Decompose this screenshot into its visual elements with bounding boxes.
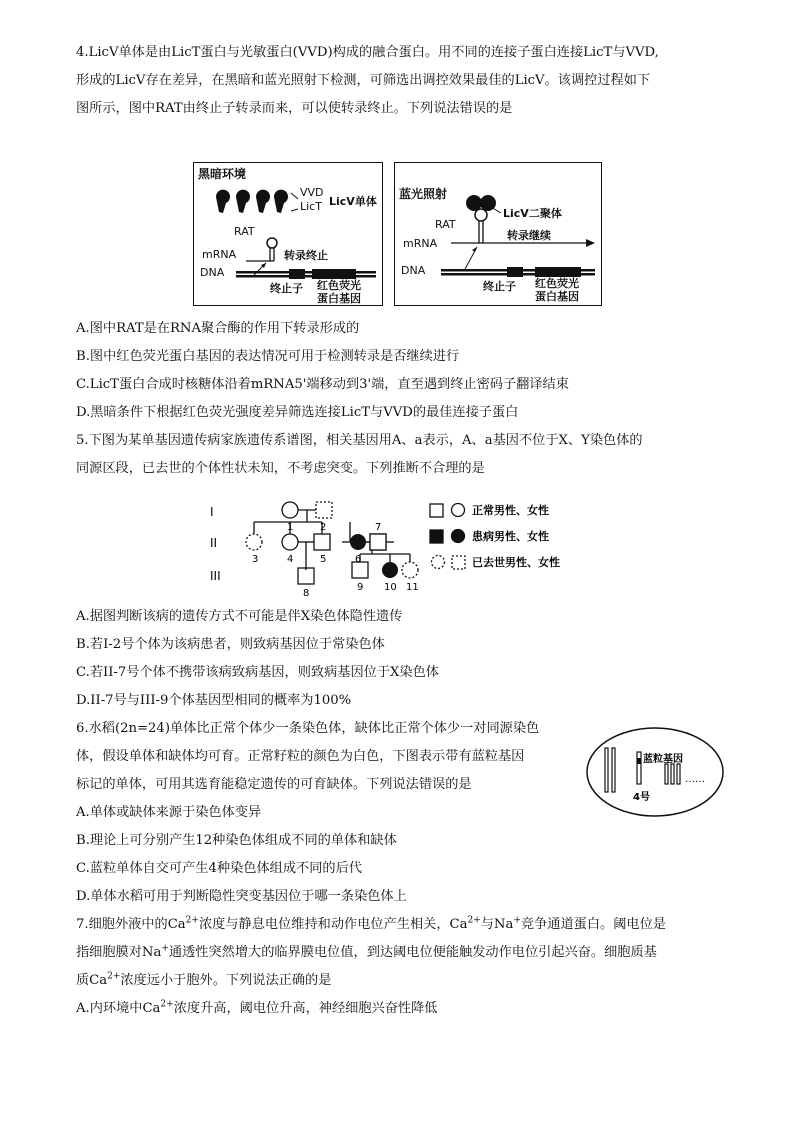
fig-dark-title: 黑暗环境: [198, 167, 247, 181]
q7-optA1: A.内环境中Ca: [76, 1001, 161, 1016]
legend-deceased: 已去世男性、女性: [472, 556, 560, 569]
pedigree-num-3: 3: [252, 554, 259, 565]
label-rfp-gene-2: 蛋白基因: [317, 292, 361, 305]
label-rfp-gene-1: 红色荧光: [317, 279, 361, 292]
pedigree-gen-3: III: [210, 569, 221, 583]
q7-l3b: 浓度远小于胞外。下列说法正确的是: [120, 973, 332, 988]
q6-option-c: C.蓝粒单体自交可产生4种染色体组成不同的后代: [76, 861, 362, 876]
q4-option-b: B.图中红色荧光蛋白基因的表达情况可用于检测转录是否继续进行: [76, 349, 460, 364]
label-rfp-gene-blue-1: 红色荧光: [535, 277, 579, 290]
pedigree-num-7: 7: [375, 522, 382, 533]
q5-stem-line-1: 5.下图为某单基因遗传病家族遗传系谱图，相关基因用A、a表示，A、a基因不位于X、Y染色体的: [76, 433, 643, 448]
fig-blue-title: 蓝光照射: [399, 187, 448, 201]
legend-normal: 正常男性、女性: [472, 504, 549, 517]
q5-option-d: D.II-7号与III-9个体基因型相同的概率为100%: [76, 693, 352, 708]
q7-option-a: [76, 1000, 437, 1018]
q6-stem-line-3: 标记的单体，可用其选育能稳定遗传的可育缺体。下列说法错误的是: [76, 777, 472, 792]
q4-stem-line-1: 4.LicV单体是由LicT蛋白与光敏蛋白(VVD)构成的融合蛋白。用不同的连接子蛋白连接LicT与VVD,: [76, 45, 659, 60]
label-vvd: VVD: [300, 186, 324, 199]
q6-stem-line-1: 6.水稻(2n=24)单体比正常个体少一条染色体，缺体比正常个体少一对同源染色: [76, 721, 540, 736]
pedigree-chart: [210, 492, 770, 604]
q5-option-b: B.若I-2号个体为该病患者，则致病基因位于常染色体: [76, 637, 385, 652]
pedigree-num-8: 8: [303, 588, 310, 599]
sup-ca-4: 2+: [160, 999, 174, 1010]
q4-option-d: D.黑暗条件下根据红色荧光强度差异筛选连接LicT与VVD的最佳连接子蛋白: [76, 405, 519, 420]
pedigree-num-1: 1: [287, 522, 294, 533]
q5-option-c: C.若II-7号个体不携带该病致病基因，则致病基因位于X染色体: [76, 665, 439, 680]
q7-optA2: 浓度升高，阈电位升高，神经细胞兴奋性降低: [173, 1001, 438, 1016]
label-transcription-stop: 转录终止: [284, 249, 328, 262]
q5-option-a: A.据图判断该病的遗传方式不可能是伴X染色体隐性遗传: [76, 609, 403, 624]
q7-l1d: 竞争通道蛋白。阈电位是: [520, 917, 666, 932]
q6-option-d: D.单体水稻可用于判断隐性突变基因位于哪一条染色体上: [76, 889, 407, 904]
chromosome-figure: [585, 726, 725, 818]
label-mrna: mRNA: [202, 248, 237, 261]
pedigree-num-11: 11: [406, 582, 419, 593]
label-chrom-4: 4号: [633, 792, 650, 803]
label-dna-blue: DNA: [401, 264, 426, 277]
q7-l3a: 质Ca: [76, 973, 108, 988]
label-licv-dimer: LicV二聚体: [503, 207, 562, 220]
pedigree-num-2: 2: [320, 522, 327, 533]
licv-monomer-shapes: [216, 190, 288, 213]
pedigree-num-4: 4: [287, 554, 294, 565]
q7-l2a: 指细胞膜对Na: [76, 945, 162, 960]
label-terminator-blue: 终止子: [483, 280, 516, 293]
q6-option-b: B.理论上可分别产生12种染色体组成不同的单体和缺体: [76, 833, 397, 848]
figure-blue-light: [394, 162, 602, 306]
q7-l1b: 浓度与静息电位维持和动作电位产生相关，Ca: [198, 917, 468, 932]
pedigree-gen-1: I: [210, 505, 214, 519]
pedigree-num-6: 6: [355, 554, 362, 565]
label-transcription-continue: 转录继续: [507, 229, 551, 242]
q4-stem-line-2: 形成的LicV存在差异，在黑暗和蓝光照射下检测，可筛选出调控效果最佳的LicV。该调控过程如下: [76, 73, 651, 88]
q7-l1c: 与Na: [480, 917, 514, 932]
q5-stem-line-2: 同源区段，已去世的个体性状未知，不考虑突变。下列推断不合理的是: [76, 461, 485, 476]
pedigree-gen-2: II: [210, 536, 218, 550]
figure-dark-environment: [193, 162, 383, 306]
sup-ca-2: 2+: [467, 915, 481, 926]
label-rat-blue: RAT: [435, 218, 456, 231]
q7-l2b: 通透性突然增大的临界膜电位值，到达阈电位便能触发动作电位引起兴奋。细胞质基: [168, 945, 657, 960]
label-licv-monomer: LicV单体: [329, 195, 377, 208]
sup-na-2: +: [161, 943, 169, 954]
pedigree-num-9: 9: [357, 582, 364, 593]
q7-stem-line-1: [76, 916, 666, 934]
sup-ca-3: 2+: [107, 971, 121, 982]
sup-ca-1: 2+: [185, 915, 199, 926]
label-blue-gene: 蓝粒基因: [643, 754, 683, 765]
q7-l1a: 7.细胞外液中的Ca: [76, 917, 186, 932]
label-rfp-gene-blue-2: 蛋白基因: [535, 290, 579, 303]
q4-option-c: C.LicT蛋白合成时核糖体沿着mRNA5'端移动到3'端，直至遇到终止密码子翻译结束: [76, 377, 569, 392]
q7-stem-line-2: [76, 944, 657, 962]
label-rat: RAT: [234, 225, 255, 238]
label-lict: LicT: [300, 200, 322, 213]
pedigree-num-5: 5: [320, 554, 327, 565]
label-dna: DNA: [200, 266, 225, 279]
q7-stem-line-3: [76, 972, 331, 990]
sup-na-1: +: [513, 915, 521, 926]
q6-stem-line-2: 体，假设单体和缺体均可育。正常籽粒的颜色为白色，下图表示带有蓝粒基因: [76, 749, 525, 764]
label-mrna-blue: mRNA: [403, 237, 438, 250]
pedigree-num-10: 10: [384, 582, 397, 593]
label-terminator: 终止子: [270, 282, 303, 295]
q4-stem-line-3: 图所示，图中RAT由终止子转录而来，可以使转录终止。下列说法错误的是: [76, 101, 513, 116]
q4-option-a: A.图中RAT是在RNA聚合酶的作用下转录形成的: [76, 321, 360, 336]
legend-affected: 患病男性、女性: [472, 530, 549, 543]
q6-option-a: A.单体或缺体来源于染色体变异: [76, 805, 262, 820]
label-dots: ……: [685, 774, 705, 785]
